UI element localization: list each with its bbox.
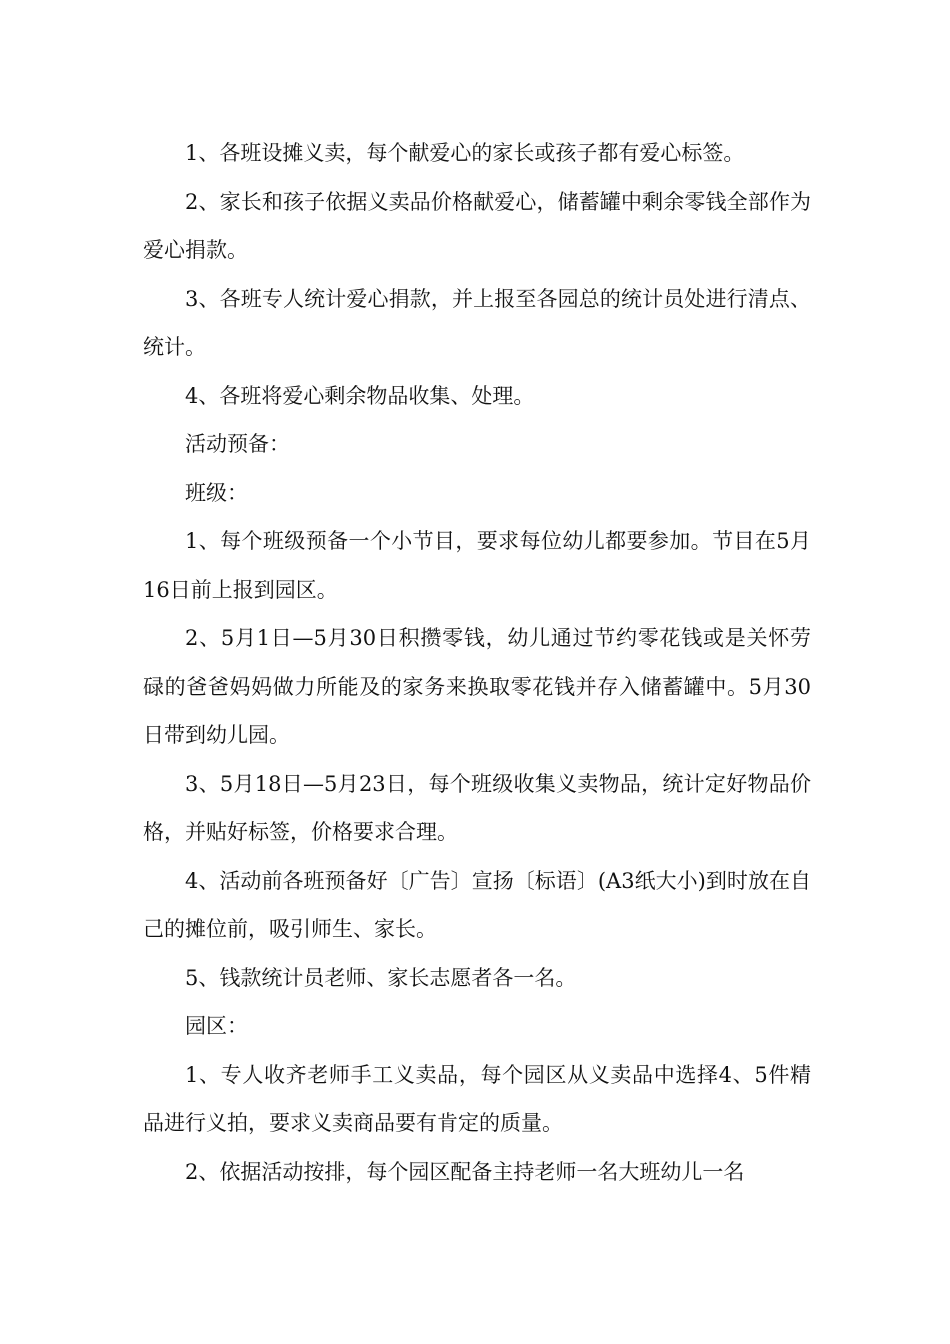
paragraph-advertising: 4、活动前各班预备好〔广告〕宣扬〔标语〕(A3纸大小)到时放在自己的摊位前，吸引师生、家长。 [143, 868, 811, 941]
paragraph-class-program: 1、每个班级预备一个小节目，要求每位幼儿都要参加。节目在5月16日前上报到园区。 [143, 529, 811, 602]
paragraph-leftover-items: 4、各班将爱心剩余物品收集、处理。 [185, 383, 535, 408]
paragraph-volunteers: 5、钱款统计员老师、家长志愿者各一名。 [185, 965, 577, 990]
paragraph-handmade-auction: 1、专人收齐老师手工义卖品，每个园区从义卖品中选择4、5件精品进行义拍，要求义卖商品要有肯定的质量。 [143, 1062, 811, 1135]
paragraph-hosts: 2、依据活动按排，每个园区配备主持老师一名大班幼儿一名 [185, 1159, 745, 1184]
paragraph-stall-sale: 1、各班设摊义卖，每个献爱心的家长或孩子都有爱心标签。 [185, 141, 745, 165]
paragraph-counting: 3、各班专人统计爱心捐款，并上报至各园总的统计员处进行清点、统计。 [143, 286, 811, 359]
heading-activity-preparation: 活动预备： [185, 432, 290, 456]
heading-class: 班级： [185, 480, 248, 505]
document-body [143, 129, 811, 1196]
paragraph-collect-items: 3、5月18日—5月23日，每个班级收集义卖物品，统计定好物品价格，并贴好标签，价格要求合理。 [143, 771, 811, 844]
paragraph-donation: 2、家长和孩子依据义卖品价格献爱心，储蓄罐中剩余零钱全部作为爱心捐款。 [143, 189, 811, 262]
paragraph-saving-change: 2、5月1日—5月30日积攒零钱，幼儿通过节约零花钱或是关怀劳碌的爸爸妈妈做力所能及的家务来换取零花钱并存入储蓄罐中。5月30日带到幼儿园。 [143, 626, 811, 747]
heading-campus: 园区： [185, 1014, 248, 1038]
